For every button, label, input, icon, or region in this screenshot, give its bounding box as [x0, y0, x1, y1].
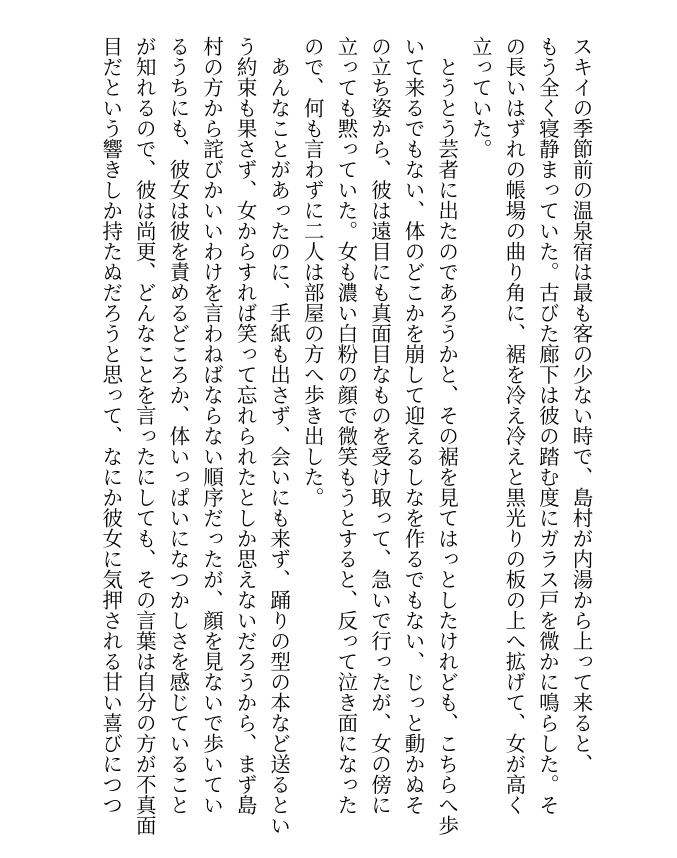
text-line: 立っていた。 — [468, 36, 493, 159]
text-line: もう全く寝静まっていた。古びた廊下は彼の踏む度にガラス戸を微かに鳴らした。そ — [535, 36, 560, 815]
text-line: が知れるので、彼は尚更、どんなことを言ったにしても、その言葉は自分の方が不真面 — [132, 36, 157, 836]
text-line: 村の方から詫びかいいわけを言わねばならない順序だったが、顔を見ないで歩いてい — [199, 36, 224, 815]
vertical-text-body — [93, 36, 597, 836]
text-line: 立っても黙っていた。女も濃い白粉の顔で微笑もうとすると、反って泣き面になった — [333, 36, 358, 815]
text-line: スキイの季節前の温泉宿は最も客の少ない時で、島村が内湯から上って来ると、 — [569, 36, 593, 774]
text-line: るうちにも、彼女は彼を責めるどころか、体いっぱいになつかしさを感じていること — [165, 36, 190, 815]
text-line: とうとう芸者に出たのであろうかと、その裾を見てはっとしたけれども、こちらへ歩 — [434, 36, 459, 836]
text-line: ので、何も言わずに二人は部屋の方へ歩き出した。 — [300, 36, 325, 508]
text-line: の立ち姿から、彼は遠目にも真面目なものを受け取って、急いで行ったが、女の傍に — [367, 36, 392, 815]
text-line: いて来るでもない、体のどこかを崩して迎えるしなを作るでもない、じっと動かぬそ — [401, 36, 426, 815]
text-line: 目だという響きしか持たぬだろうと思って、なにか彼女に気押される甘い喜びにつつ — [98, 36, 123, 815]
text-line: の長いはずれの帳場の曲り角に、裾を冷え冷えと黒光りの板の上へ拡げて、女が高く — [501, 36, 526, 815]
text-line: う約束も果さず、女からすれば笑って忘れられたとしか思えないだろうから、まず島 — [233, 36, 258, 815]
text-line: あんなことがあったのに、手紙も出さず、会いにも来ず、踊りの型の本など送るとい — [266, 36, 291, 836]
